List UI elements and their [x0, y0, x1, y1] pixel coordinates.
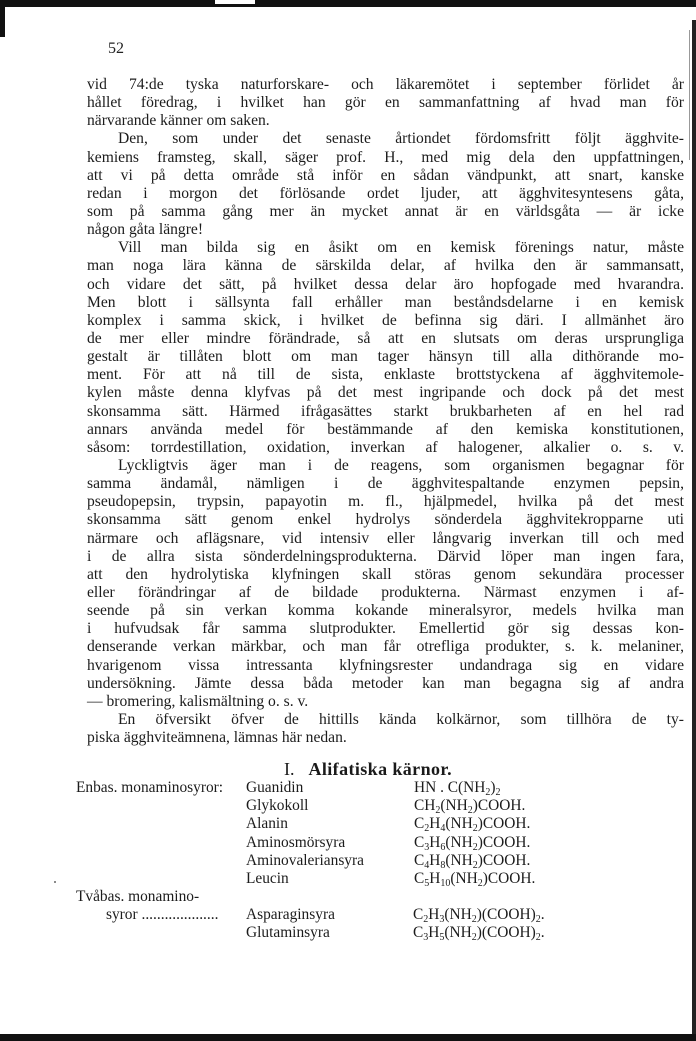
compound-name: Glykokoll — [246, 797, 309, 814]
text-line: skonsamma sätt. Härmed ifrågasättes starkt brukbarheten af en hel rad — [87, 402, 684, 420]
compound-name: Asparaginsyra — [246, 906, 335, 923]
text-line: hvarigenom vissa intressanta klyfningsrester undandraga sig en vidare — [87, 656, 684, 674]
text-line: hållet föredrag, i hvilket han gör en sammanfattning af hvad man för — [87, 94, 684, 112]
text-line: närmare och aflägsnare, vid intensiv eller långvarig inverkan till och med — [87, 529, 684, 547]
compound-formula: HN . $C(NH_2)_2$ — [414, 779, 501, 798]
text-line: som på samma gång mer än mycket annat är en världsgåta — är icke — [87, 202, 684, 220]
text-line: att vi på detta område stå inför en sådan vändpunkt, att snart, kanske — [87, 166, 684, 184]
group-label: Tvåbas. monamino- — [76, 888, 200, 905]
compound-name: Aminovaleriansyra — [246, 852, 364, 869]
text-line: seende på sin verkan komma kokande mineralsyror, medels hvilka man — [87, 602, 684, 620]
section-title: Alifatiska kärnor. — [308, 759, 453, 779]
compound-formula: $C_4H_8(NH_2)COOH$. — [414, 852, 531, 871]
text-line: närvarande känner om saken. — [87, 112, 270, 130]
text-line: annars använda medel för bestämmande af den kemiska konstitutionen, — [87, 420, 684, 438]
compound-formula: $C_3H_5(NH_2)(COOH)_2$. — [413, 924, 545, 943]
text-line: pseudopepsin, trypsin, papayotin m. fl., hjälpmedel, hvilka på det mest — [87, 493, 684, 511]
text-line: gestalt är tillåten blott om man tager hänsyn till alla dithörande mo- — [87, 348, 684, 366]
compound-name: Leucin — [246, 870, 289, 887]
text-line: såsom: torrdestillation, oxidation, inverkan af halogener, alkalier o. s. v. — [87, 438, 684, 456]
text-line: samma ändamål, nämligen i de ägghvitespaltande enzymen pepsin, — [87, 475, 684, 493]
text-line: kemiens framsteg, skall, säger prof. H., med mig dela den uppfattningen, — [87, 148, 684, 166]
text-line: piska ägghviteämnena, lämnas här nedan. — [87, 729, 347, 747]
compound-name: Aminosmörsyra — [246, 834, 346, 851]
compound-formula: $C_2H_4(NH_2)COOH$. — [414, 815, 531, 834]
compound-name: Glutaminsyra — [246, 924, 330, 941]
compound-formula: $C_3H_6(NH_2)COOH$. — [414, 834, 531, 853]
group-label-continued: syror .................... — [106, 906, 219, 923]
text-line: vid 74:de tyska naturforskare- och läkaremötet i september förlidet år — [87, 76, 684, 93]
text-line: En öfversikt öfver de hittills kända kolkärnor, som tillhöra de ty- — [118, 710, 684, 728]
text-line: Vill man bilda sig en åsikt om en kemisk förenings natur, måste — [118, 239, 684, 257]
text-line: Lyckligtvis äger man i de reagens, som organismen begagnar för — [118, 456, 684, 474]
compound-formula: $C_5H_{10}(NH_2)COOH$. — [414, 870, 536, 889]
section-number: I. — [283, 759, 295, 779]
text-line: och vidare det sätt, på hvilket dessa delar äro hopfogade med hvarandra. — [87, 275, 684, 293]
text-line: Den, som under det senaste årtiondet fördomsfritt följt ägghvite- — [118, 130, 684, 148]
text-line: — bromering, kalismältning o. s. v. — [87, 692, 309, 710]
text-line: undersökning. Jämte dessa båda metoder kan man begagna sig af andra — [87, 674, 684, 692]
text-line: skonsamma sätt genom enkel hydrolys sönderdela ägghvitekropparne uti — [87, 511, 684, 529]
compound-formula: $C_2H_3(NH_2)(COOH)_2$. — [413, 906, 545, 925]
compound-name: Alanin — [246, 815, 288, 832]
text-line: redan i morgon det förlösande ordet ljuder, att ägghvitesyntesens gåta, — [87, 184, 684, 202]
text-line: man noga lära känna de särskilda delar, af hvilka den är sammansatt, — [87, 257, 684, 275]
compound-formula: $CH_2(NH_2)COOH$. — [414, 797, 526, 816]
compound-name: Guanidin — [246, 779, 304, 796]
text-line: att den hydrolytiska klyfningen skall störas genom sekundära processer — [87, 565, 684, 583]
text-line: Men blott i sällsynta fall erhåller man beståndsdelarne i en kemisk — [87, 293, 684, 311]
text-line: eller förändringar af de bildade produkterna. Närmast enzymen i af- — [87, 583, 684, 601]
scan-speck — [54, 881, 56, 883]
text-line: denserande verkan märkbar, och man får otrefliga produkter, s. k. melaniner, — [87, 638, 684, 656]
group-label: Enbas. monaminosyror: — [76, 779, 224, 796]
text-line: de mer eller mindre förändrade, så att en slutsats om deras ursprungliga — [87, 329, 684, 347]
page-number: 52 — [108, 40, 124, 57]
text-line: någon gåta längre! — [87, 221, 204, 239]
text-line: ment. För att nå till de sista, enklaste brottstyckena af ägghvitemole- — [87, 366, 684, 384]
text-line: i de allra sista sönderdelningsprodukterna. Därvid löper man ingen fara, — [87, 547, 684, 565]
text-line: kylen måste denna klyfvas på det mest ingripande och dock på det mest — [87, 384, 684, 402]
text-line: komplex i samma skick, i hvilket de befinna sig däri. I allmänhet äro — [87, 311, 684, 329]
text-line: i hufvudsak får samma slutprodukter. Emellertid gör sig dessas kon- — [87, 620, 684, 638]
